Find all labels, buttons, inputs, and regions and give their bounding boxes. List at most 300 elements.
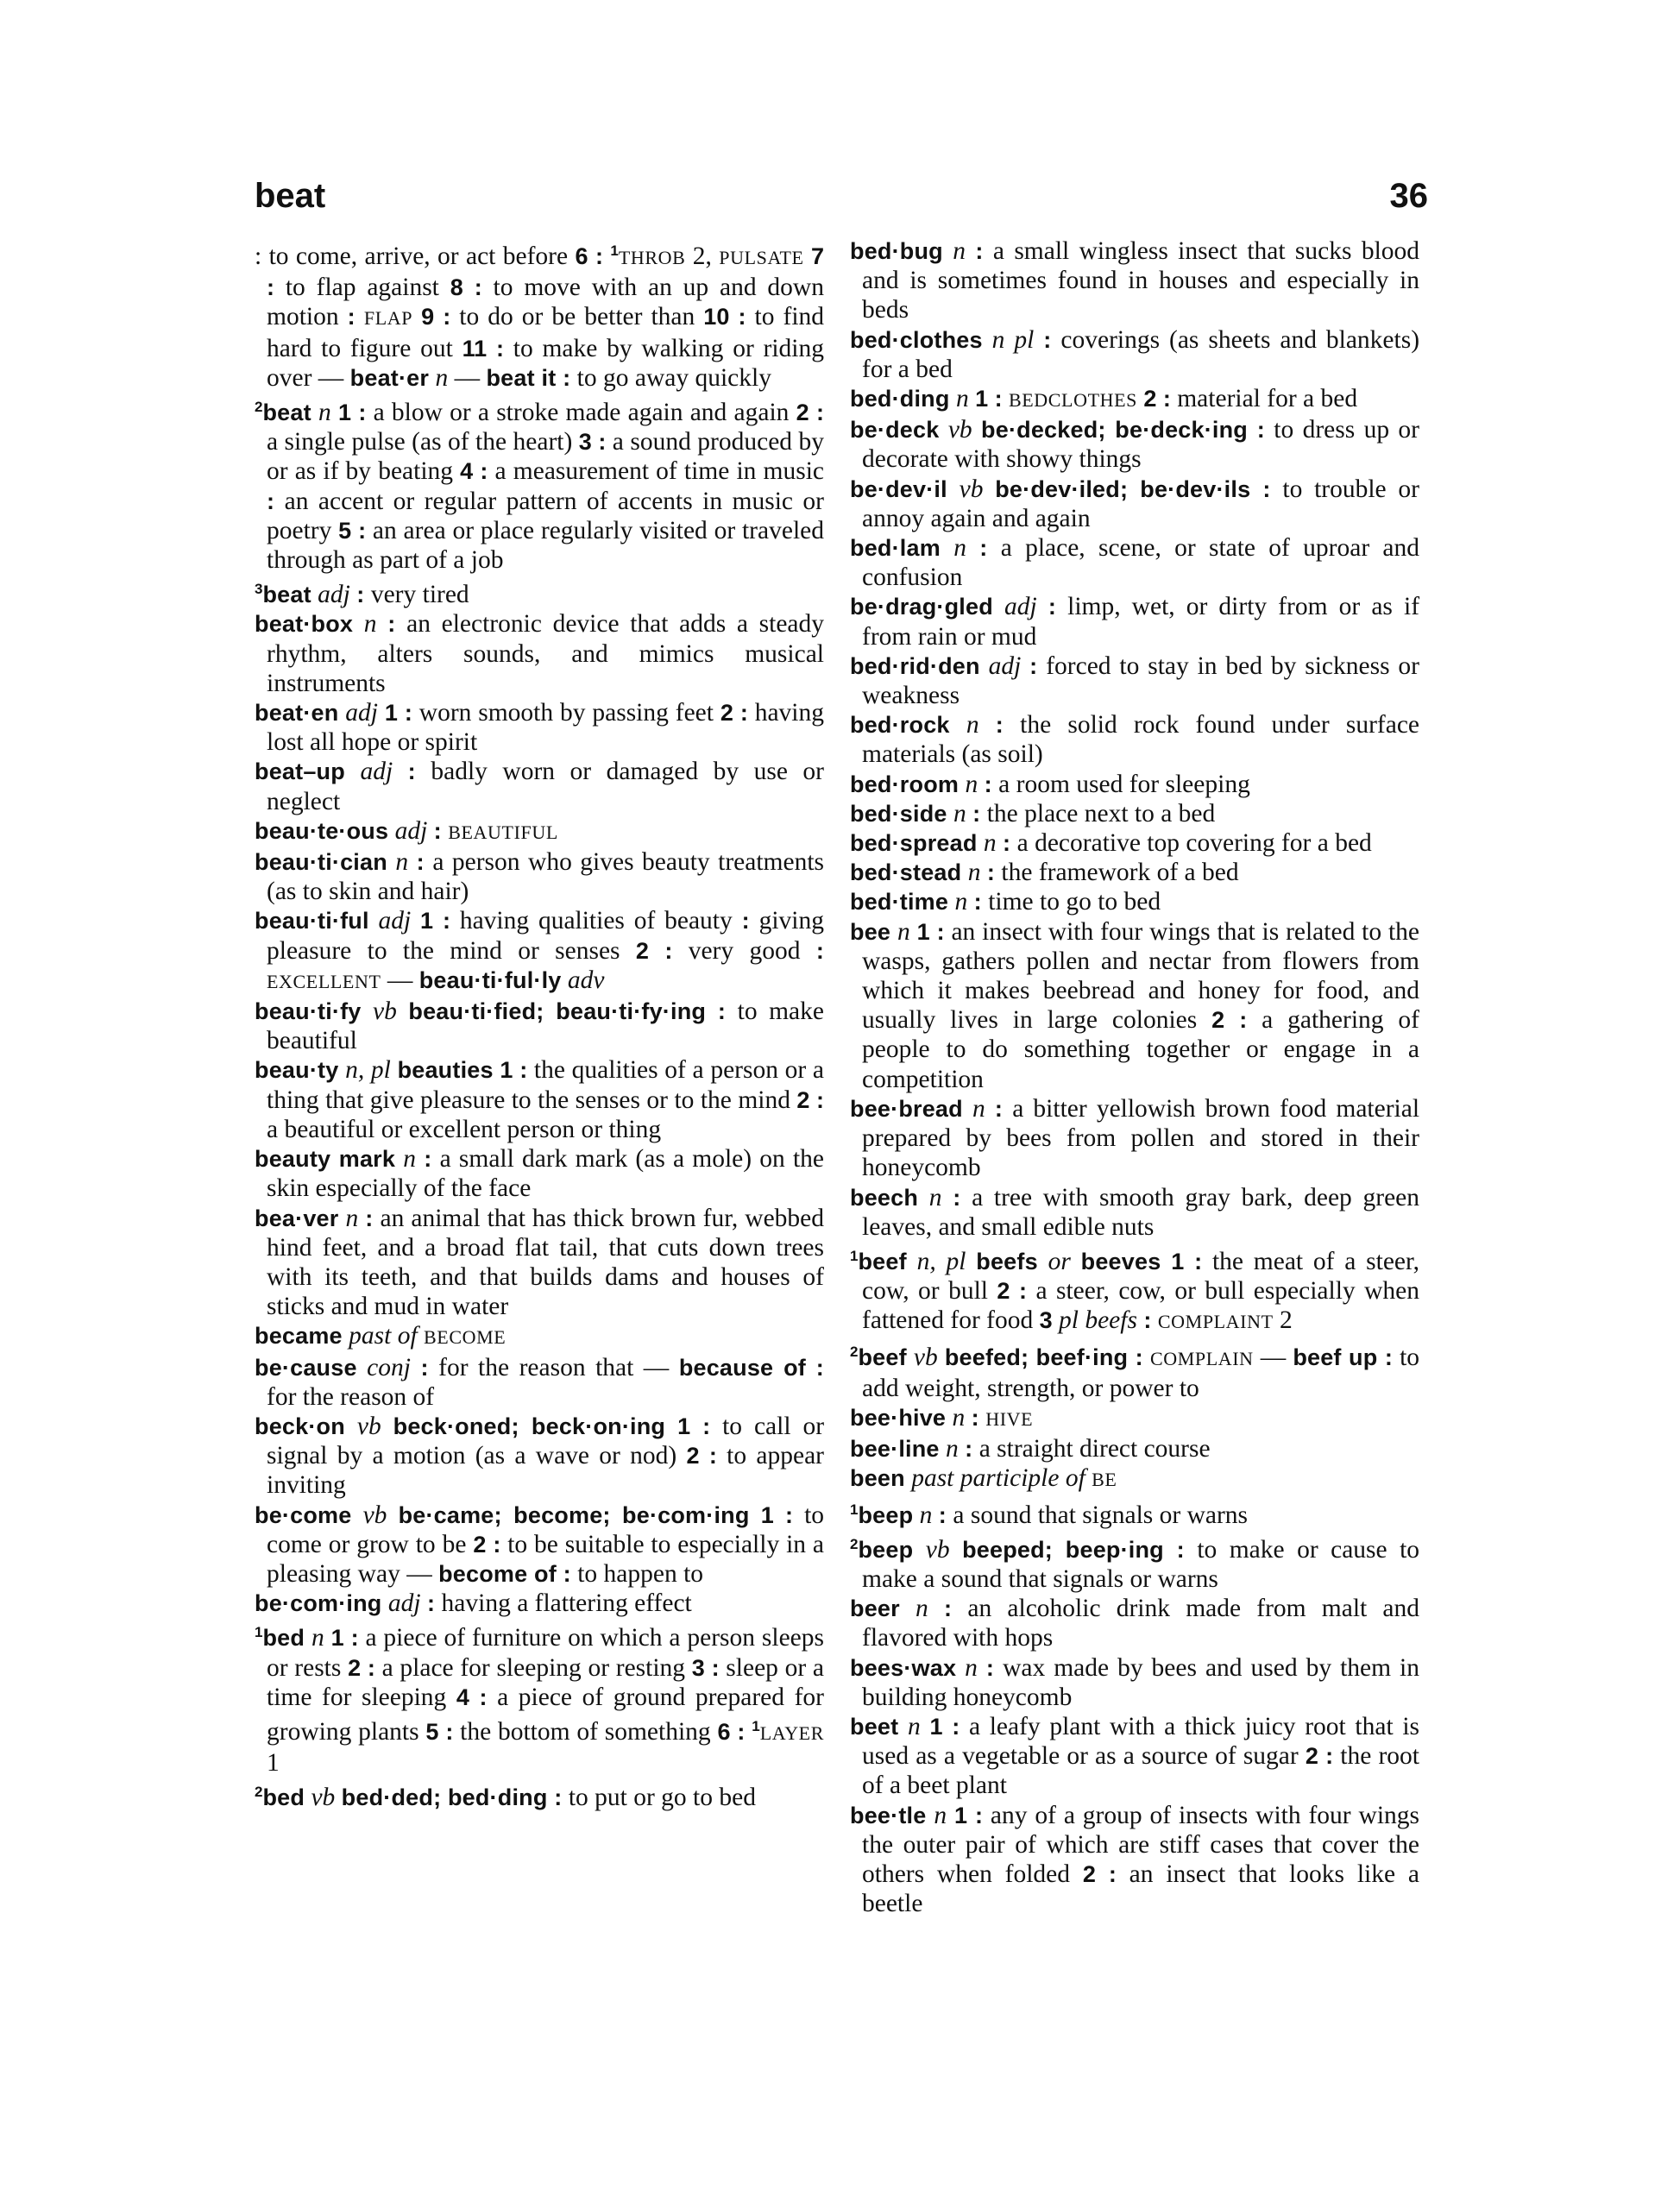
entry-text: 2 bbox=[1273, 1306, 1293, 1335]
dictionary-entry bbox=[850, 887, 1419, 916]
entry-text: 2, bbox=[685, 242, 720, 270]
part-of-speech: n pl bbox=[991, 325, 1035, 354]
entry-text bbox=[357, 1354, 368, 1381]
entry-text: a piece of ground prepared for growing plants bbox=[267, 1683, 824, 1746]
dictionary-entry bbox=[850, 1653, 1419, 1712]
dictionary-entry bbox=[850, 828, 1419, 858]
cross-reference: HIVE bbox=[985, 1407, 1034, 1430]
headword: beat·en bbox=[255, 700, 339, 727]
entry-text bbox=[1037, 593, 1048, 620]
entry-text: a room used for sleeping bbox=[991, 770, 1250, 798]
bold-form: : bbox=[975, 238, 984, 264]
headword: beef bbox=[858, 1344, 907, 1370]
entry-text bbox=[921, 1713, 930, 1740]
entry-text bbox=[1053, 1306, 1059, 1334]
entry-text: an accent or regular pattern of accents in music or poetry bbox=[267, 487, 824, 544]
headword: beech bbox=[850, 1184, 919, 1211]
headword: beat bbox=[262, 400, 311, 426]
entry-text bbox=[946, 1404, 952, 1432]
entry-text bbox=[750, 1501, 761, 1529]
entry-text: a decorative top covering for a bed bbox=[1010, 829, 1372, 858]
bold-form: beeves bbox=[1080, 1248, 1161, 1274]
dictionary-entry bbox=[255, 609, 824, 698]
entry-text bbox=[969, 385, 975, 412]
entry-text bbox=[382, 1589, 388, 1617]
bold-form: : bbox=[741, 908, 750, 935]
entry-text bbox=[377, 610, 388, 638]
entry-text: to move with an up and down motion bbox=[267, 274, 824, 331]
part-of-speech: adj bbox=[360, 758, 393, 786]
entry-text bbox=[411, 1354, 421, 1381]
part-of-speech: n bbox=[953, 534, 966, 563]
headword: bee·hive bbox=[850, 1404, 947, 1431]
part-of-speech: n bbox=[946, 1435, 959, 1463]
dictionary-entry bbox=[255, 236, 824, 393]
entry-text: having qualities of beauty bbox=[450, 907, 742, 935]
page-header bbox=[255, 177, 1428, 229]
entry-text bbox=[913, 1501, 919, 1529]
part-of-speech: n bbox=[908, 1712, 921, 1740]
part-of-speech: conj bbox=[367, 1353, 411, 1381]
entry-text bbox=[408, 848, 416, 876]
bold-form: : bbox=[995, 712, 1004, 739]
entry-text bbox=[947, 475, 960, 503]
dictionary-entry bbox=[850, 236, 1419, 325]
entry-text: a beautiful or excellent person or thing bbox=[267, 1115, 662, 1143]
headword: beat·box bbox=[255, 611, 354, 638]
headword: beau·ti·cian bbox=[255, 849, 387, 876]
dictionary-entry bbox=[255, 1144, 824, 1203]
page-number: 36 bbox=[1389, 177, 1428, 215]
dictionary-entry bbox=[850, 384, 1419, 415]
sense-number: 3 bbox=[1039, 1307, 1053, 1334]
entry-text: — bbox=[381, 966, 419, 994]
bold-form: : bbox=[1043, 326, 1052, 353]
cross-reference: THROB bbox=[618, 247, 686, 268]
part-of-speech: n bbox=[955, 385, 969, 413]
entry-text: the meat of a steer, cow, or bull bbox=[862, 1247, 1420, 1306]
bold-form: : bbox=[1048, 594, 1057, 620]
homograph-number: 3 bbox=[255, 581, 263, 598]
sense-number: 2 : bbox=[1305, 1743, 1334, 1770]
entry-text: material for a bed bbox=[1170, 385, 1358, 413]
dictionary-entry bbox=[255, 816, 824, 847]
entry-text bbox=[1038, 1248, 1048, 1275]
entry-text bbox=[665, 1413, 677, 1440]
headword: bees·wax bbox=[850, 1654, 957, 1681]
sense-number: 1 : bbox=[677, 1413, 711, 1439]
part-of-speech: adj bbox=[378, 907, 412, 935]
bold-form: : bbox=[972, 800, 981, 827]
bold-form: : bbox=[416, 849, 425, 876]
entry-text: a person who gives beauty treatments (as to skin and hair) bbox=[267, 848, 825, 906]
headword: be·cause bbox=[255, 1354, 357, 1381]
dictionary-entry bbox=[850, 1495, 1419, 1530]
entry-text: a place, scene, or state of uproar and confusion bbox=[862, 534, 1420, 592]
bold-form: : bbox=[985, 1654, 995, 1681]
bold-form: bed·ded; bed·ding : bbox=[341, 1784, 563, 1811]
headword: beep bbox=[858, 1536, 914, 1563]
entry-text bbox=[416, 1145, 424, 1173]
entry-text bbox=[928, 1595, 944, 1622]
bold-form: : bbox=[973, 889, 982, 916]
entry-text bbox=[331, 399, 338, 426]
entry-text: forced to stay in bed by sickness or weakness bbox=[862, 651, 1420, 710]
homograph-number: 2 bbox=[850, 1343, 859, 1360]
bold-form: beau·ti·fied; beau·ti·fy·ing : bbox=[408, 998, 727, 1025]
entry-text bbox=[898, 1713, 908, 1740]
entry-text: having a flattering effect bbox=[435, 1589, 692, 1618]
bold-form: : bbox=[426, 1590, 436, 1617]
entry-text bbox=[980, 859, 986, 886]
part-of-speech: n bbox=[311, 1624, 324, 1652]
part-of-speech: adj bbox=[345, 699, 378, 727]
homograph-number: 2 bbox=[255, 1784, 263, 1801]
entry-text: a bitter yellowish brown food material prepared by bees from pollen and stored in their honeycomb bbox=[862, 1094, 1420, 1182]
entry-text bbox=[397, 998, 409, 1025]
entry-text: worn smooth by passing feet bbox=[412, 699, 720, 727]
sense-number: 1 : bbox=[760, 1501, 793, 1528]
entry-text: very tired bbox=[364, 581, 469, 609]
entry-text: a small dark mark (as a mole) on the skin especially of the face bbox=[267, 1145, 824, 1203]
headword: bed·room bbox=[850, 771, 960, 797]
dictionary-entry bbox=[255, 1778, 824, 1812]
headword: bee·tle bbox=[850, 1802, 927, 1828]
entry-text: to come or grow to be bbox=[267, 1501, 825, 1558]
sense-number: 2 : bbox=[348, 1654, 375, 1681]
entry-text: — bbox=[1253, 1343, 1293, 1371]
sense-number: 1 : bbox=[337, 400, 367, 426]
right-column bbox=[850, 236, 1419, 1918]
entry-text bbox=[381, 1413, 393, 1440]
entry-text: to trouble or annoy again and again bbox=[862, 475, 1419, 532]
entry-text: the place next to a bed bbox=[980, 799, 1216, 828]
bold-form: : bbox=[965, 1436, 973, 1463]
part-of-speech: adj bbox=[1004, 593, 1037, 621]
headword: bed·rid·den bbox=[850, 652, 980, 679]
entry-text: to make or cause to make a sound that signals or warns bbox=[862, 1535, 1420, 1593]
dictionary-entry bbox=[850, 592, 1419, 651]
sense-number: 2 : bbox=[686, 1443, 717, 1470]
entry-text bbox=[1143, 1344, 1150, 1371]
bold-form: : bbox=[407, 758, 416, 785]
bold-form: beauties bbox=[397, 1057, 494, 1084]
dictionary-entry bbox=[850, 1712, 1419, 1801]
headword: beck·on bbox=[255, 1413, 345, 1439]
sense-number: 1 : bbox=[330, 1625, 359, 1652]
entry-text bbox=[947, 1802, 954, 1829]
part-of-speech: n bbox=[403, 1145, 417, 1174]
cross-reference: FLAP bbox=[363, 307, 413, 330]
bold-form: : bbox=[1029, 652, 1038, 679]
entry-text bbox=[983, 475, 995, 503]
entry-text bbox=[985, 1095, 995, 1123]
entry-text bbox=[324, 1624, 331, 1652]
headword: bed·clothes bbox=[850, 326, 983, 353]
part-of-speech: adj bbox=[387, 1589, 421, 1618]
homograph-number: 1 bbox=[850, 1501, 859, 1518]
sense-number: 2 : bbox=[635, 937, 673, 964]
dictionary-entry bbox=[255, 393, 824, 575]
headword: bed·side bbox=[850, 800, 947, 827]
entry-text: an electronic device that adds a steady rhythm, alters sounds, and mimics musical instruments bbox=[267, 610, 825, 697]
part-of-speech: n bbox=[953, 237, 966, 265]
entry-text bbox=[938, 1344, 945, 1371]
sense-number: 7 : bbox=[267, 243, 824, 301]
sense-number: 1 : bbox=[953, 1802, 983, 1828]
headword: became bbox=[255, 1323, 343, 1350]
entry-text bbox=[947, 800, 953, 828]
entry-text: a place for sleeping or resting bbox=[374, 1653, 692, 1682]
dictionary-entry bbox=[255, 1353, 824, 1412]
entry-text: having lost all hope or spirit bbox=[267, 699, 825, 757]
headword: be·dev·il bbox=[850, 475, 947, 502]
dictionary-entry bbox=[255, 847, 824, 906]
part-of-speech: vb bbox=[362, 1501, 387, 1529]
cross-reference: LAYER bbox=[759, 1721, 824, 1744]
bold-form: beat·er bbox=[349, 364, 430, 391]
sense-number: 8 : bbox=[450, 274, 482, 301]
part-of-speech: past of bbox=[349, 1322, 418, 1350]
entry-text bbox=[388, 817, 394, 845]
dictionary-entry bbox=[850, 1094, 1419, 1183]
entry-text: badly worn or damaged by use or neglect bbox=[267, 758, 825, 815]
entry-text bbox=[913, 1536, 925, 1564]
part-of-speech: n bbox=[934, 1801, 947, 1829]
sense-number: 3 : bbox=[578, 429, 607, 456]
entry-text bbox=[978, 829, 984, 857]
headword: beat–up bbox=[255, 758, 345, 785]
part-of-speech: n bbox=[435, 363, 449, 392]
bold-form: beefs bbox=[976, 1248, 1038, 1274]
entry-text bbox=[907, 1344, 914, 1371]
entry-text: limp, wet, or dirty from or as if from rain or mud bbox=[862, 593, 1420, 651]
part-of-speech: n bbox=[952, 1403, 966, 1432]
entry-text: a small wingless insect that sucks blood and is sometimes found in houses and especially in beds bbox=[862, 237, 1420, 324]
entry-text: the framework of a bed bbox=[995, 859, 1239, 887]
sense-number: 2 : bbox=[796, 400, 824, 426]
bold-form: : bbox=[1003, 830, 1011, 857]
entry-text bbox=[421, 1589, 427, 1617]
headword: bee·bread bbox=[850, 1095, 963, 1122]
bold-form: because of : bbox=[678, 1354, 824, 1381]
dictionary-entry bbox=[850, 1183, 1419, 1242]
headword: bea·ver bbox=[255, 1205, 339, 1231]
part-of-speech: n bbox=[318, 399, 331, 427]
entry-text: an insect that looks like a beetle bbox=[862, 1860, 1419, 1918]
entry-text bbox=[391, 1056, 398, 1084]
sense-number: 10 : bbox=[703, 304, 746, 330]
cross-reference: BEDCLOTHES bbox=[1008, 389, 1137, 412]
entry-text bbox=[345, 1413, 357, 1440]
headword: beau·ty bbox=[255, 1057, 339, 1084]
entry-text bbox=[338, 1056, 345, 1084]
entry-text bbox=[918, 1184, 929, 1211]
bold-form: : bbox=[944, 1595, 953, 1622]
entry-text bbox=[427, 817, 433, 845]
entry-text: the solid rock found under surface materials (as soil) bbox=[862, 711, 1420, 769]
entry-text: to add weight, strength, or power to bbox=[862, 1343, 1420, 1402]
bold-form: : bbox=[953, 1184, 961, 1211]
part-of-speech: n bbox=[395, 848, 409, 877]
entry-text: 1 bbox=[267, 1749, 280, 1778]
cross-reference: COMPLAIN bbox=[1149, 1347, 1254, 1369]
dictionary-entry bbox=[850, 917, 1419, 1094]
entry-text bbox=[345, 758, 361, 785]
entry-text bbox=[980, 652, 989, 680]
part-of-speech: n, pl bbox=[345, 1056, 391, 1085]
sense-number: 2 : bbox=[720, 700, 748, 727]
entry-text: to dress up or decorate with showy things bbox=[862, 416, 1420, 474]
entry-text bbox=[966, 534, 979, 562]
entry-text: to make beautiful bbox=[267, 998, 824, 1055]
homograph-number: 1 bbox=[255, 1624, 263, 1641]
dictionary-entry bbox=[850, 1801, 1419, 1919]
headword: beep bbox=[858, 1501, 914, 1528]
sense-number: 6 : bbox=[575, 243, 603, 269]
dictionary-entry bbox=[255, 1204, 824, 1322]
entry-text bbox=[941, 534, 953, 562]
dictionary-entry bbox=[255, 997, 824, 1055]
cross-reference: BE bbox=[1092, 1469, 1117, 1491]
headword: be·deck bbox=[850, 417, 940, 444]
entry-text: coverings (as sheets and blankets) for a bed bbox=[862, 325, 1420, 383]
cross-reference: EXCELLENT bbox=[267, 970, 381, 992]
dictionary-entry bbox=[850, 770, 1419, 799]
dictionary-entry bbox=[850, 1242, 1419, 1337]
entry-text bbox=[562, 966, 568, 994]
entry-text: to do or be better than bbox=[450, 303, 704, 331]
entry-text: the bottom of something bbox=[453, 1717, 718, 1746]
entry-text bbox=[967, 888, 973, 916]
entry-text: an insect with four wings that is related to the wasps, gathers pollen and nectar from flowers from which it makes beebread and honey for food, and usually lives in large colonies bbox=[862, 917, 1420, 1035]
headword: bee bbox=[850, 918, 891, 945]
entry-text bbox=[979, 711, 996, 739]
entry-text: the root of a beet plant bbox=[862, 1742, 1419, 1800]
part-of-speech: vb bbox=[947, 416, 972, 444]
entry-text: to call or signal by a motion (as a wave or nod) bbox=[267, 1412, 825, 1470]
bold-form: : bbox=[1143, 1307, 1152, 1334]
entry-text: an area or place regularly visited or traveled through as part of a job bbox=[267, 516, 824, 575]
entry-text: any of a group of insects with four wings the outer pair of which are stiff cases that cover the others when folded bbox=[862, 1801, 1420, 1888]
entry-text: a single pulse (as of the heart) bbox=[267, 428, 579, 456]
dictionary-entry bbox=[850, 415, 1419, 474]
entry-text: giving pleasure to the mind or senses bbox=[267, 907, 824, 965]
entry-text bbox=[966, 237, 975, 265]
entry-text: the qualities of a person or a thing that give pleasure to the senses or to the mind bbox=[267, 1056, 825, 1114]
headword: be·com·ing bbox=[255, 1590, 382, 1617]
entry-text bbox=[910, 918, 917, 946]
entry-text bbox=[900, 1595, 916, 1622]
part-of-speech: vb bbox=[373, 998, 397, 1026]
bold-form: : bbox=[433, 817, 442, 844]
part-of-speech: n bbox=[966, 711, 979, 739]
headword: bed·lam bbox=[850, 535, 941, 562]
dictionary-entry bbox=[255, 1055, 824, 1144]
bold-form: : bbox=[347, 304, 356, 330]
dictionary-entry bbox=[850, 1594, 1419, 1652]
entry-text: : to come, arrive, or act before bbox=[255, 242, 576, 270]
headword: beef bbox=[858, 1248, 907, 1274]
cross-reference: PULSATE bbox=[719, 247, 804, 268]
part-of-speech: vb bbox=[925, 1535, 950, 1564]
sense-number: 1 : bbox=[500, 1057, 528, 1084]
entry-text bbox=[1003, 385, 1009, 412]
headword: beer bbox=[850, 1595, 900, 1622]
bold-form: : bbox=[267, 488, 275, 514]
dictionary-entry bbox=[850, 325, 1419, 384]
sense-number: 1 : bbox=[975, 386, 1003, 412]
entry-text bbox=[940, 1435, 946, 1463]
entry-text bbox=[412, 303, 421, 330]
dictionary-entry bbox=[850, 799, 1419, 828]
part-of-speech: n, pl bbox=[916, 1247, 966, 1275]
entry-text bbox=[965, 1404, 971, 1432]
entry-text bbox=[353, 610, 364, 638]
sense-number: 3 : bbox=[691, 1654, 720, 1681]
part-of-speech: adj bbox=[318, 581, 350, 609]
entry-text bbox=[411, 907, 420, 935]
entry-text: an animal that has thick brown fur, webbed hind feet, and a broad flat tail, that cuts down trees with its teeth, and that builds dams and houses of sticks and mud in water bbox=[267, 1204, 825, 1321]
bold-form: : bbox=[938, 1501, 947, 1528]
entry-text: to make by walking or riding over — bbox=[267, 334, 824, 392]
cross-reference: BEAUTIFUL bbox=[448, 821, 558, 843]
dictionary-entry bbox=[850, 710, 1419, 769]
part-of-speech: n bbox=[916, 1595, 928, 1623]
part-of-speech: n bbox=[363, 610, 377, 639]
entry-text bbox=[395, 1145, 403, 1173]
entry-text bbox=[387, 1501, 398, 1529]
part-of-speech: vb bbox=[913, 1343, 938, 1371]
entry-text bbox=[961, 859, 967, 886]
entry-text bbox=[963, 1095, 972, 1123]
dictionary-entry bbox=[850, 651, 1419, 710]
entry-text: sleep or a time for sleeping bbox=[267, 1653, 824, 1711]
entry-text bbox=[338, 1205, 345, 1232]
dictionary-entry bbox=[255, 757, 824, 815]
headword: bed·bug bbox=[850, 238, 943, 264]
dictionary-entry bbox=[255, 1618, 824, 1778]
headword: beauty mark bbox=[255, 1146, 396, 1173]
bold-form: : bbox=[984, 771, 992, 797]
part-of-speech: vb bbox=[311, 1784, 336, 1812]
entry-text: a measurement of time in music bbox=[488, 457, 824, 486]
dictionary-entry bbox=[255, 1501, 824, 1589]
entry-text: a tree with smooth gray bark, deep green leaves, and small edible nuts bbox=[862, 1183, 1420, 1241]
entry-text: a piece of furniture on which a person sleeps or rests bbox=[267, 1624, 824, 1682]
entry-text bbox=[972, 416, 981, 444]
entry-text: very good bbox=[672, 936, 816, 965]
bold-form: beeped; beep·ing : bbox=[962, 1536, 1185, 1563]
part-of-speech: n bbox=[345, 1204, 359, 1232]
entry-text bbox=[378, 699, 385, 727]
bold-form: : bbox=[815, 937, 825, 964]
bold-form: be·came; become; be·com·ing bbox=[398, 1501, 750, 1528]
part-of-speech: n bbox=[965, 1653, 978, 1682]
bold-form: : bbox=[356, 582, 365, 608]
homograph-number: 2 bbox=[255, 399, 263, 416]
sense-number: 1 : bbox=[384, 700, 412, 727]
dictionary-entry bbox=[850, 533, 1419, 592]
part-of-speech: n bbox=[972, 1094, 985, 1123]
entry-text: a sound produced by or as if by beating bbox=[267, 428, 824, 486]
entry-text: to go away quickly bbox=[570, 363, 771, 392]
bold-form: : bbox=[424, 1146, 432, 1173]
sense-number: 5 : bbox=[338, 517, 367, 544]
entry-text bbox=[1161, 1248, 1171, 1275]
entry-text bbox=[351, 1501, 362, 1529]
dictionary-entry bbox=[850, 475, 1419, 533]
